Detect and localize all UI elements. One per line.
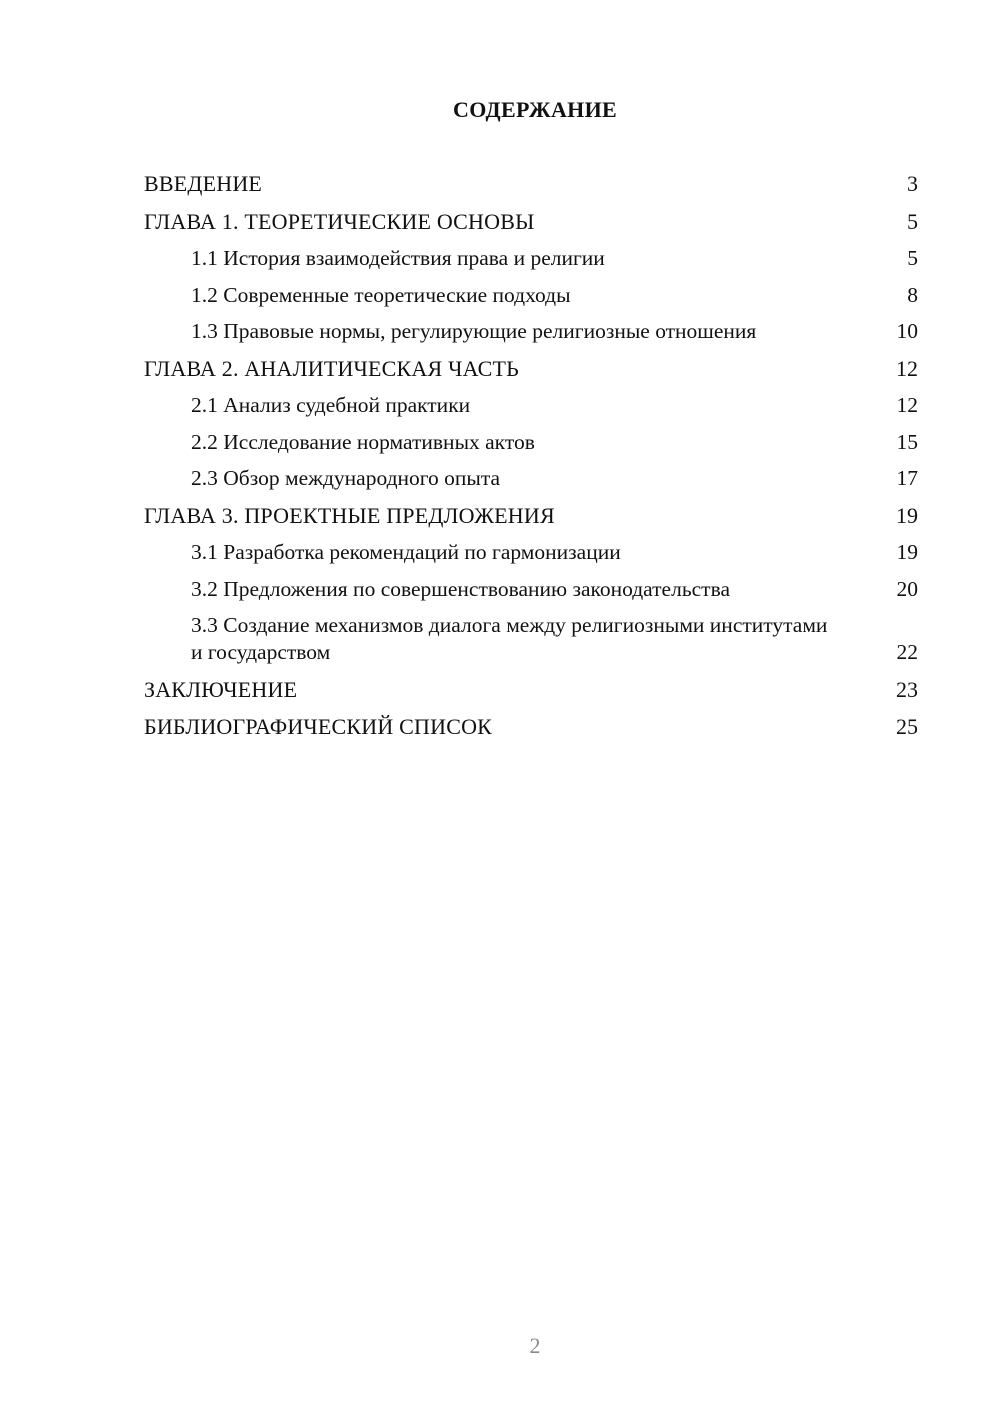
toc-entry-label: ГЛАВА 2. АНАЛИТИЧЕСКАЯ ЧАСТЬ bbox=[144, 355, 519, 381]
page-number: 2 bbox=[529, 1333, 541, 1358]
toc-entry-page: 20 bbox=[896, 576, 918, 601]
toc-entry-label: ЗАКЛЮЧЕНИЕ bbox=[144, 676, 298, 702]
toc-entry-label: 3.2 Предложения по совершенствованию законодательства bbox=[191, 576, 730, 601]
toc-entry-label: 3.3 Создание механизмов диалога между религиозными институтами и государством bbox=[191, 613, 828, 664]
toc-section-entry bbox=[144, 429, 918, 456]
toc-section-entry bbox=[144, 245, 918, 272]
toc-entry-label: 1.3 Правовые нормы, регулирующие религиозные отношения bbox=[191, 319, 757, 343]
toc-entry-page: 3 bbox=[907, 171, 918, 196]
toc-section-entry bbox=[144, 539, 918, 566]
table-of-contents bbox=[144, 170, 918, 751]
toc-chapter-entry bbox=[144, 676, 918, 704]
toc-chapter-entry bbox=[144, 170, 918, 198]
toc-entry-page: 12 bbox=[896, 355, 918, 381]
toc-chapter-entry bbox=[144, 713, 918, 741]
toc-title: СОДЕРЖАНИЕ bbox=[453, 97, 617, 122]
toc-entry-page: 12 bbox=[896, 393, 918, 417]
toc-chapter-entry bbox=[144, 502, 918, 530]
toc-entry-label: 3.1 Разработка рекомендаций по гармонизации bbox=[191, 540, 621, 564]
toc-entry-label: ВВЕДЕНИЕ bbox=[144, 171, 263, 196]
toc-entry-label: 2.2 Исследование нормативных актов bbox=[191, 429, 535, 454]
toc-section-entry bbox=[144, 612, 918, 666]
toc-entry-label: БИБЛИОГРАФИЧЕСКИЙ СПИСОК bbox=[144, 714, 493, 739]
toc-section-entry bbox=[144, 576, 918, 603]
toc-entry-label: 1.2 Современные теоретические подходы bbox=[191, 282, 571, 307]
toc-section-entry bbox=[144, 392, 918, 419]
toc-entry-page: 25 bbox=[896, 714, 918, 739]
toc-chapter-entry bbox=[144, 355, 918, 383]
toc-entry-label: ГЛАВА 1. ТЕОРЕТИЧЕСКИЕ ОСНОВЫ bbox=[144, 208, 535, 234]
toc-section-entry bbox=[144, 282, 918, 309]
toc-entry-page: 5 bbox=[907, 246, 918, 270]
toc-entry-page: 23 bbox=[896, 676, 918, 702]
toc-section-entry bbox=[144, 318, 918, 345]
toc-entry-label: 2.3 Обзор международного опыта bbox=[191, 466, 501, 490]
toc-entry-page: 19 bbox=[896, 502, 918, 528]
toc-entry-page: 17 bbox=[896, 466, 918, 490]
toc-entry-page: 19 bbox=[896, 540, 918, 564]
toc-entry-page: 8 bbox=[907, 282, 918, 307]
toc-entry-label: 2.1 Анализ судебной практики bbox=[191, 393, 471, 417]
toc-entry-page: 15 bbox=[896, 429, 918, 454]
toc-entry-label: 1.1 История взаимодействия права и религии bbox=[191, 246, 605, 270]
toc-entry-page: 10 bbox=[896, 319, 918, 343]
toc-entry-page: 5 bbox=[907, 208, 918, 234]
toc-entry-page: 22 bbox=[896, 640, 918, 664]
toc-chapter-entry bbox=[144, 208, 918, 236]
toc-entry-label: ГЛАВА 3. ПРОЕКТНЫЕ ПРЕДЛОЖЕНИЯ bbox=[144, 502, 555, 528]
toc-section-entry bbox=[144, 465, 918, 492]
